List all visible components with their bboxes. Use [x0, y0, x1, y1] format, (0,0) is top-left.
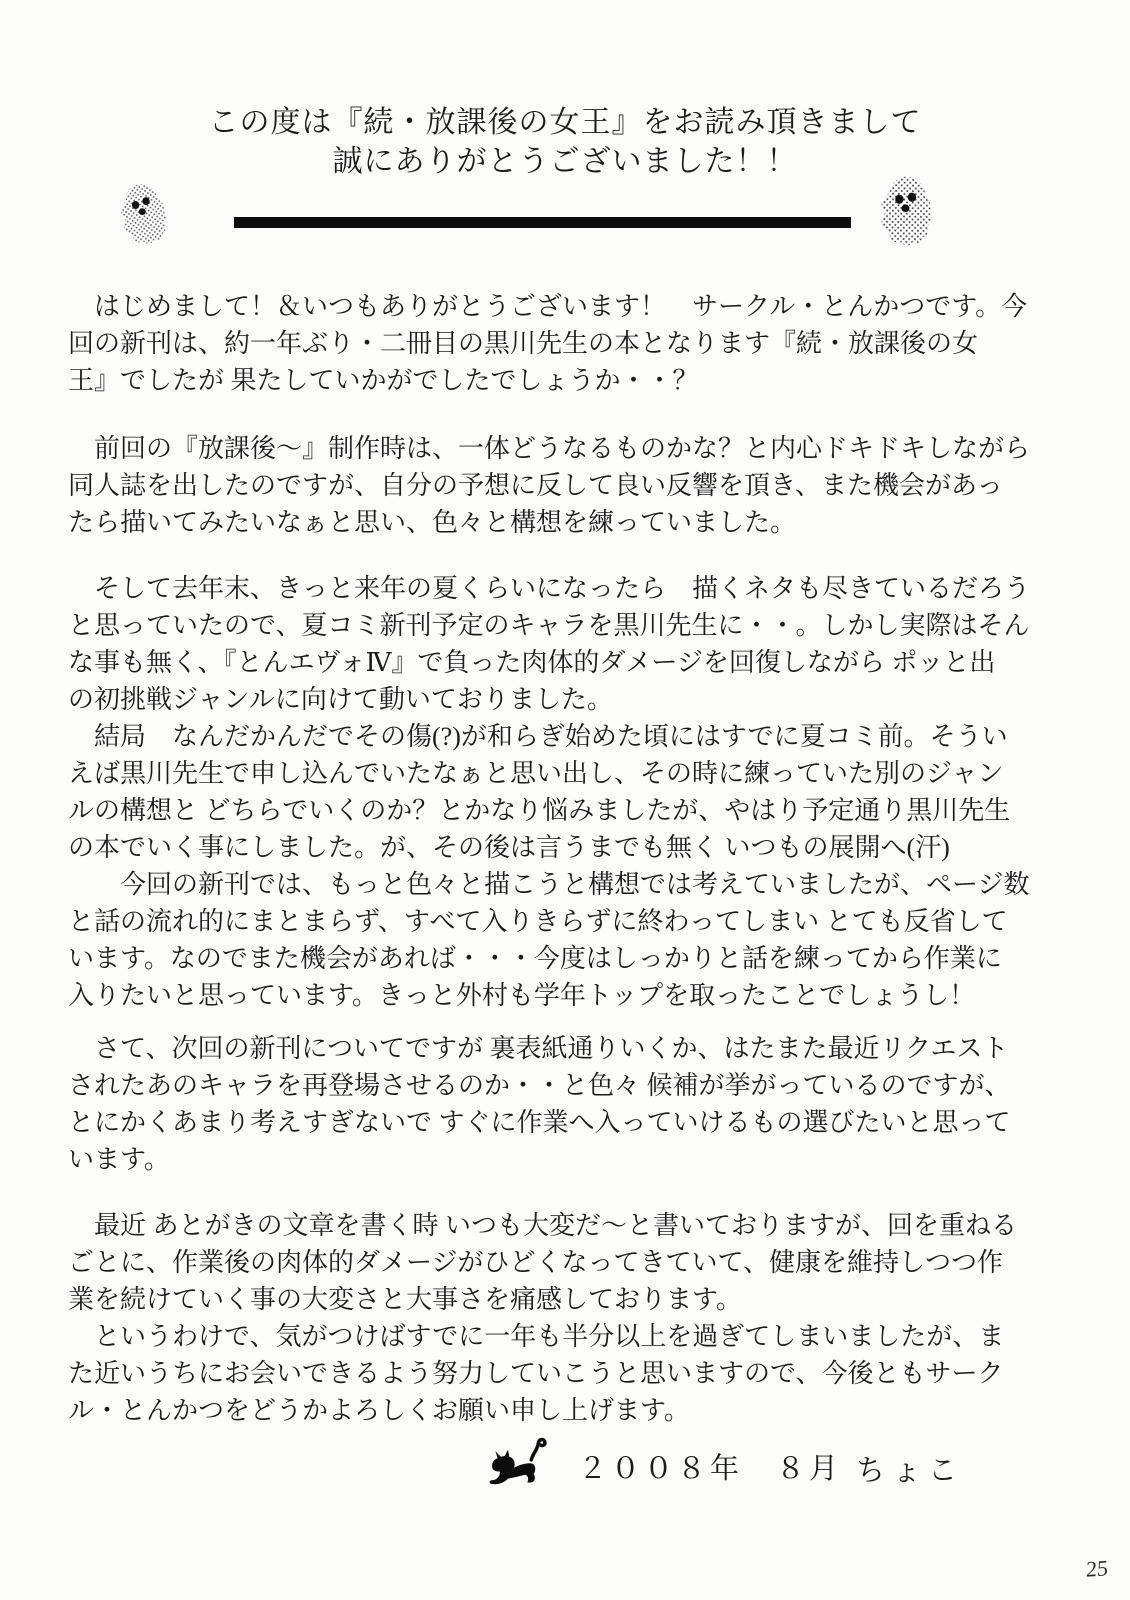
- text-line: 回の新刊は、約一年ぶり・二冊目の黒川先生の本となります『続・放課後の女: [68, 329, 979, 358]
- paragraph: [68, 1207, 1036, 1318]
- text-line: 王』でしたが 果たしていかがでしたでしょうか・・？: [68, 366, 699, 395]
- text-line: 前回の『放課後～』制作時は、一体どうなるものかな？と内心ドキドキしながら: [68, 434, 1031, 463]
- paragraph: [68, 866, 1036, 1014]
- paragraph: [68, 430, 1036, 541]
- page-number: 25: [1085, 1555, 1109, 1582]
- ghost-icon: [871, 172, 938, 257]
- text-line: た近いうちにお会いできるよう努力していこうと思いますので、今後ともサーク: [68, 1359, 1004, 1388]
- text-line: えば黒川先生で申し込んでいたなぁと思い出し、その時に練っていた別のジャン: [68, 759, 1004, 788]
- text-line: ルの構想と どちらでいくのか？とかなり悩みましたが、やはり予定通り黒川先生: [68, 796, 1011, 825]
- text-line: の本でいく事にしました。が、その後は言うまでも無く いつもの展開へ(汗): [68, 833, 950, 862]
- text-line: います。: [68, 1145, 170, 1174]
- body-text: [68, 288, 1036, 1429]
- text-line: と話の流れ的にまとまらず、すべて入りきらずに終わってしまい とても反省して: [68, 907, 1008, 936]
- footer-author: ちょこ: [856, 1455, 965, 1487]
- text-line: さて、次回の新刊についてですが 裏表紙通りいくか、はたまた最近リクエスト: [68, 1034, 1009, 1063]
- text-line: の初挑戦ジャンルに向けて動いておりました。: [68, 685, 613, 714]
- divider-rule: [234, 217, 851, 228]
- text-line: たら描いてみたいなぁと思い、色々と構想を練っていました。: [68, 508, 797, 537]
- ghost-icon: [113, 173, 173, 261]
- paragraph: [68, 570, 1036, 718]
- title-line-2: 誠にありがとうございました！！: [332, 145, 798, 178]
- text-line: 結局 なんだかんだでその傷(?)が和らぎ始めた頃にはすでに夏コミ前。そうい: [68, 722, 1008, 751]
- text-line: 業を続けていく事の大変さと大事さを痛感しております。: [68, 1285, 742, 1314]
- text-line: 最近 あとがきの文章を書く時 いつも大変だ～と書いておりますが、回を重ねる: [68, 1211, 1018, 1240]
- paragraph: [68, 718, 1036, 866]
- text-line: というわけで、気がつけばすでに一年も半分以上を過ぎてしまいましたが、ま: [68, 1322, 1005, 1351]
- text-line: ごとに、作業後の肉体的ダメージがひどくなってきていて、健康を維持しつつ作: [68, 1248, 1003, 1277]
- paragraph: [68, 1318, 1036, 1429]
- cat-icon: [486, 1434, 564, 1497]
- text-line: されたあのキャラを再登場させるのか・・と色々 候補が挙がっているのですが、: [68, 1071, 1011, 1100]
- footer-date: ２００８年 ８月: [578, 1453, 843, 1485]
- text-line: ル・とんかつをどうかよろしくお願い申し上げます。: [68, 1396, 690, 1425]
- paragraph: [68, 1030, 1036, 1178]
- footer: [0, 1432, 1130, 1492]
- text-line: はじめまして！＆いつもありがとうございます！ サークル・とんかつです。今: [68, 292, 1028, 321]
- text-line: 今回の新刊では、もっと色々と描こうと構想では考えていましたが、ページ数: [68, 870, 1030, 899]
- text-line: な事も無く、『とんエヴォⅣ』で負った肉体的ダメージを回復しながら ポッと出: [68, 648, 996, 677]
- text-line: そして去年末、きっと来年の夏くらいになったら 描くネタも尽きているだろう: [68, 574, 1031, 603]
- title-line-1: この度は『続・放課後の女王』をお読み頂きまして: [208, 106, 922, 139]
- text-line: と思っていたので、夏コミ新刊予定のキャラを黒川先生に・・。しかし実際はそん: [68, 611, 1030, 640]
- text-line: とにかくあまり考えすぎないで すぐに作業へ入っていけるもの選びたいと思って: [68, 1108, 1011, 1137]
- text-line: 入りたいと思っています。きっと外村も学年トップを取ったことでしょうし！: [68, 981, 976, 1010]
- page-title: [0, 103, 1130, 181]
- text-line: 同人誌を出したのですが、自分の予想に反して良い反響を頂き、また機会があっ: [68, 471, 1003, 500]
- paragraph: [68, 288, 1036, 399]
- text-line: います。なのでまた機会があれば・・・今度はしっかりと話を練ってから作業に: [68, 944, 1002, 973]
